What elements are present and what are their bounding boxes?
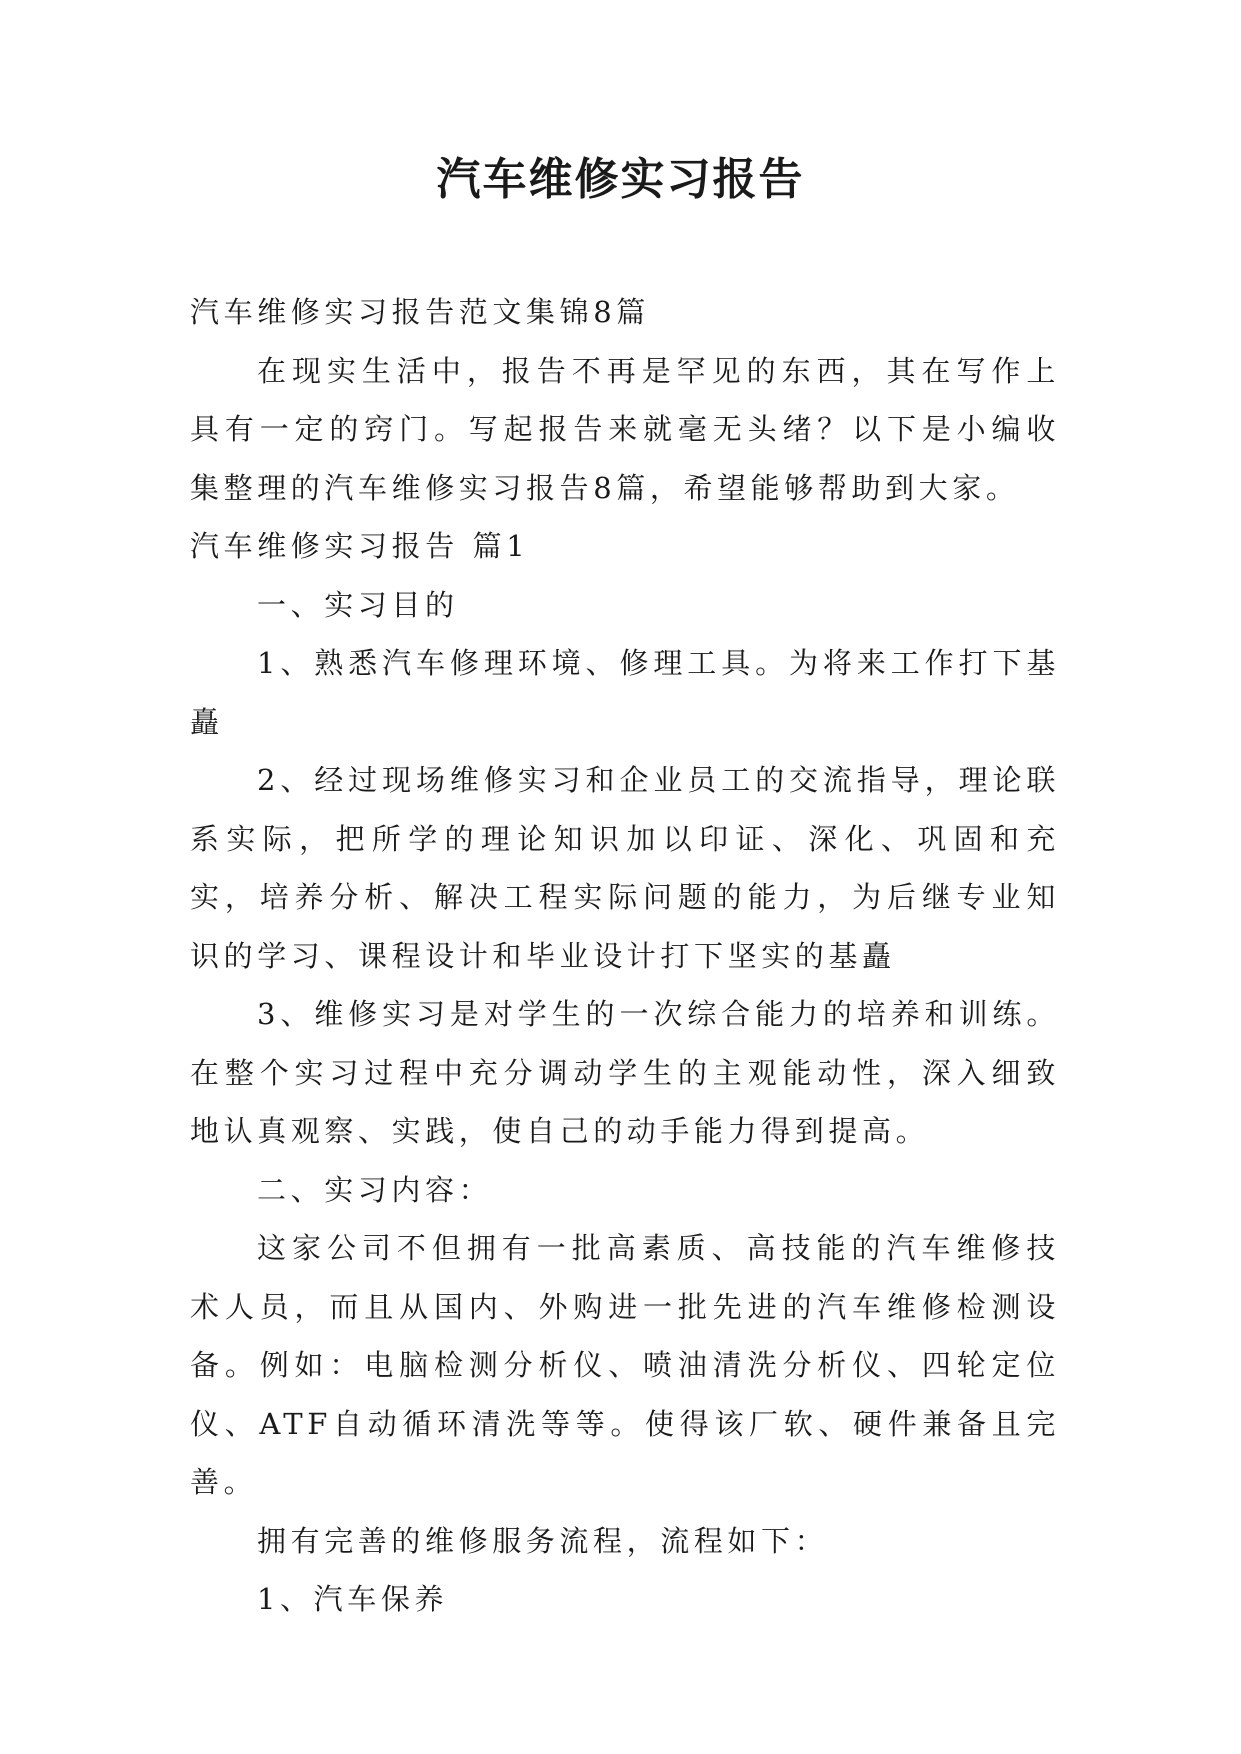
paragraph-purpose-3: 3、维修实习是对学生的一次综合能力的培养和训练。在整个实习过程中充分调动学生的主观能动性，深入细致地认真观察、实践，使自己的动手能力得到提高。 xyxy=(190,997,1060,1148)
paragraph-purpose-2: 2、经过现场维修实习和企业员工的交流指导，理论联系实际，把所学的理论知识加以印证、深化、巩固和充实，培养分析、解决工程实际问题的能力，为后继专业知识的学习、课程设计和毕业设计打下坚实的基矗 xyxy=(190,763,1060,973)
paragraph-collection-heading: 汽车维修实习报告范文集锦8篇 xyxy=(190,295,650,329)
paragraph-purpose-1: 1、熟悉汽车修理环境、修理工具。为将来工作打下基矗 xyxy=(190,646,1060,739)
paragraph-section-content: 二、实习内容： xyxy=(257,1172,493,1207)
paragraph-article-heading: 汽车维修实习报告 篇1 xyxy=(190,529,530,563)
paragraph-flow-1: 1、汽车保养 xyxy=(257,1582,449,1616)
document-title: 汽车维修实习报告 xyxy=(436,154,805,205)
document-body xyxy=(190,283,1060,1629)
paragraph-section-purpose: 一、实习目的 xyxy=(257,587,459,622)
paragraph-service-flow: 拥有完善的维修服务流程，流程如下： xyxy=(257,1523,829,1558)
paragraph-company-intro: 这家公司不但拥有一批高素质、高技能的汽车维修技术人员，而且从国内、外购进一批先进的汽车维修检测设备。例如：电脑检测分析仪、喷油清洗分析仪、四轮定位仪、ATF自动循环清洗等等。使得该厂软、硬件兼备且完善。 xyxy=(190,1231,1060,1499)
paragraph-intro: 在现实生活中，报告不再是罕见的东西，其在写作上具有一定的窍门。写起报告来就毫无头绪？以下是小编收集整理的汽车维修实习报告8篇，希望能够帮助到大家。 xyxy=(190,353,1060,505)
